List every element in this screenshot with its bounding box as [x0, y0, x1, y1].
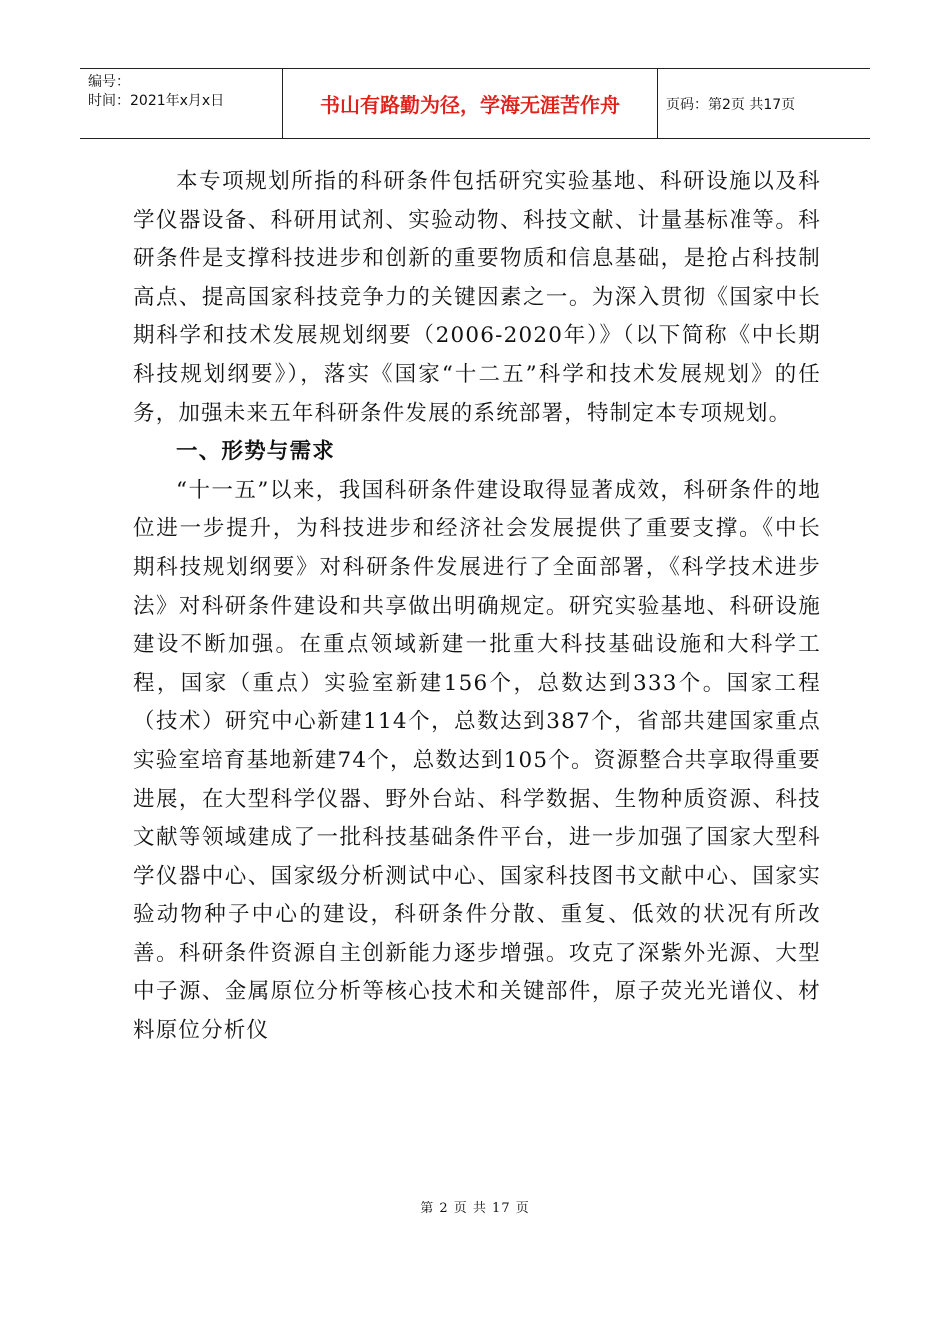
document-time-label: 时间：2021年x月x日 — [88, 93, 225, 109]
header-meta — [80, 69, 283, 138]
document-number-label: 编号： — [88, 74, 130, 90]
header-motto: 书山有路勤为径，学海无涯苦作舟 — [283, 69, 658, 138]
paragraph-intro: 本专项规划所指的科研条件包括研究实验基地、科研设施以及科学仪器设备、科研用试剂、实验动物、科技文献、计量基标准等。科研条件是支撑科技进步和创新的重要物质和信息基础，是抢占科技制高点、提高国家科技竞争力的关键因素之一。为深入贯彻《国家中长期科学和技术发展规划纲要（2006-2020年）》（以下简称《中长期科技规划纲要》），落实《国家“十二五”科学和技术发展规划》的任务，加强未来五年科研条件发展的系统部署，特制定本专项规划。 — [133, 169, 821, 426]
page-header — [80, 68, 870, 139]
section-heading: 一、形势与需求 — [176, 439, 335, 465]
page-footer: 第 2 页 共 17 页 — [420, 1201, 530, 1216]
paragraph-situation: “十一五”以来，我国科研条件建设取得显著成效，科研条件的地位进一步提升，为科技进步和经济社会发展提供了重要支撑。《中长期科技规划纲要》对科研条件发展进行了全面部署，《科学技术进步法》对科研条件建设和共享做出明确规定。研究实验基地、科研设施建设不断加强。在重点领域新建一批重大科技基础设施和大科学工程，国家（重点）实验室新建156个，总数达到333个。国家工程（技术）研究中心新建114个，总数达到387个，省部共建国家重点实验室培育基地新建74个，总数达到105个。资源整合共享取得重要进展，在大型科学仪器、野外台站、科学数据、生物种质资源、科技文献等领域建成了一批科技基础条件平台，进一步加强了国家大型科学仪器中心、国家级分析测试中心、国家科技图书文献中心、国家实验动物种子中心的建设，科研条件分散、重复、低效的状况有所改善。科研条件资源自主创新能力逐步增强。攻克了深紫外光源、大型中子源、金属原位分析等核心技术和关键部件，原子荧光光谱仪、材料原位分析仪 — [133, 477, 821, 1044]
document-body — [133, 163, 821, 1051]
header-page-info: 页码：第2页 共17页 — [666, 96, 796, 113]
